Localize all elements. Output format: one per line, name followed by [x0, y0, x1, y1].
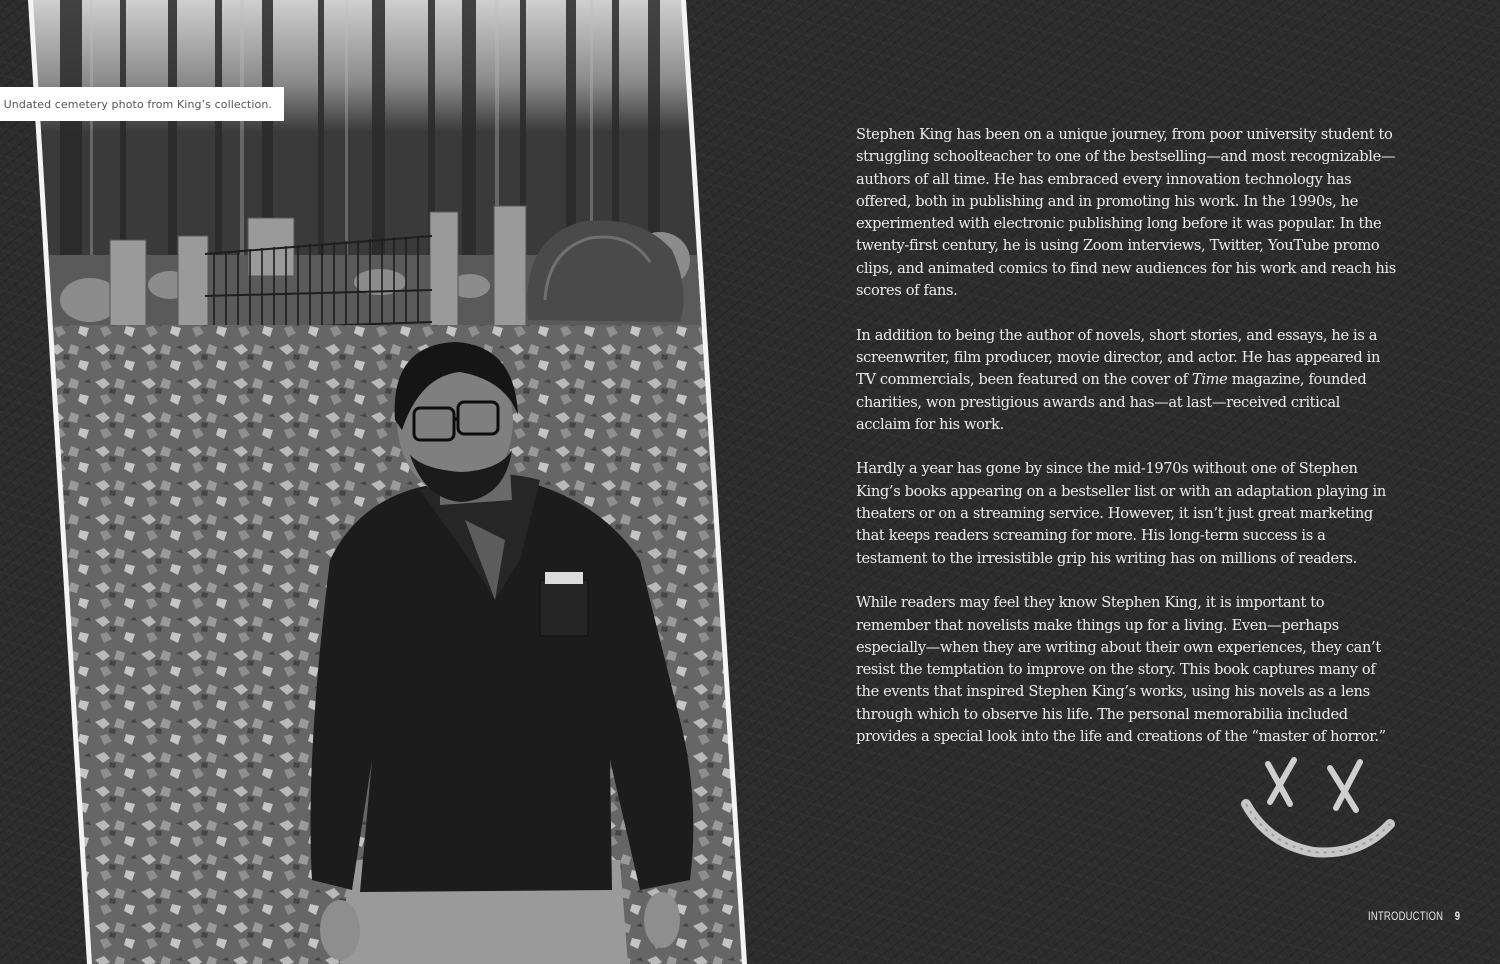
running-section: INTRODUCTION — [1368, 911, 1444, 923]
page-folio — [1368, 911, 1460, 923]
paragraph: While readers may feel they know Stephen King, it is important to remember that novelists make things up for a living. Even—perhaps especially—when they are writing about their own experiences, they can’t resist the temptation to improve on the story. This book captures many of the events that inspired Stephen King’s works, using his novels as a lens through which to observe his life. The personal memorabilia included provides a special look into the life and creations of the “master of horror.” — [856, 594, 1386, 746]
page-number: 9 — [1454, 911, 1461, 923]
photo-caption: Undated cemetery photo from King’s collection. — [3, 97, 272, 111]
paragraph-text: In addition to being the author of novels, short stories, and essays, he is a screenwriter, film producer, movie director, and actor. He has appeared in TV commercials, been featured on the cover of — [856, 326, 1380, 389]
italic-title: Time — [1191, 371, 1228, 389]
paragraph: Hardly a year has gone by since the mid-1970s without one of Stephen King’s books appearing on a bestseller list or with an adaptation playing in theaters or on a streaming service. However, it isn’t just great marketing that keeps readers screaming for more. His long-term success is a testament to the irresistible grip his writing has on millions of readers. — [856, 460, 1386, 567]
paragraph: Stephen King has been on a unique journey, from poor university student to struggling schoolteacher to one of the bestselling—and most recognizable—authors of all time. He has embraced every innovation technology has offered, both in publishing and in promoting his work. In the 1990s, he experimented with electronic publishing long before it was popular. In the twenty-first century, he is using Zoom interviews, Twitter, YouTube promo clips, and animated comics to find new audiences for his work and reach his scores of fans. — [856, 126, 1396, 300]
paragraph-text: magazine, founded charities, won prestigious awards and has—at last—received critical acclaim for his work. — [856, 371, 1367, 433]
paragraph — [856, 325, 1396, 436]
xx-smiley-icon — [1238, 752, 1398, 864]
introduction-text — [856, 124, 1396, 771]
photo-caption-box — [0, 87, 284, 121]
